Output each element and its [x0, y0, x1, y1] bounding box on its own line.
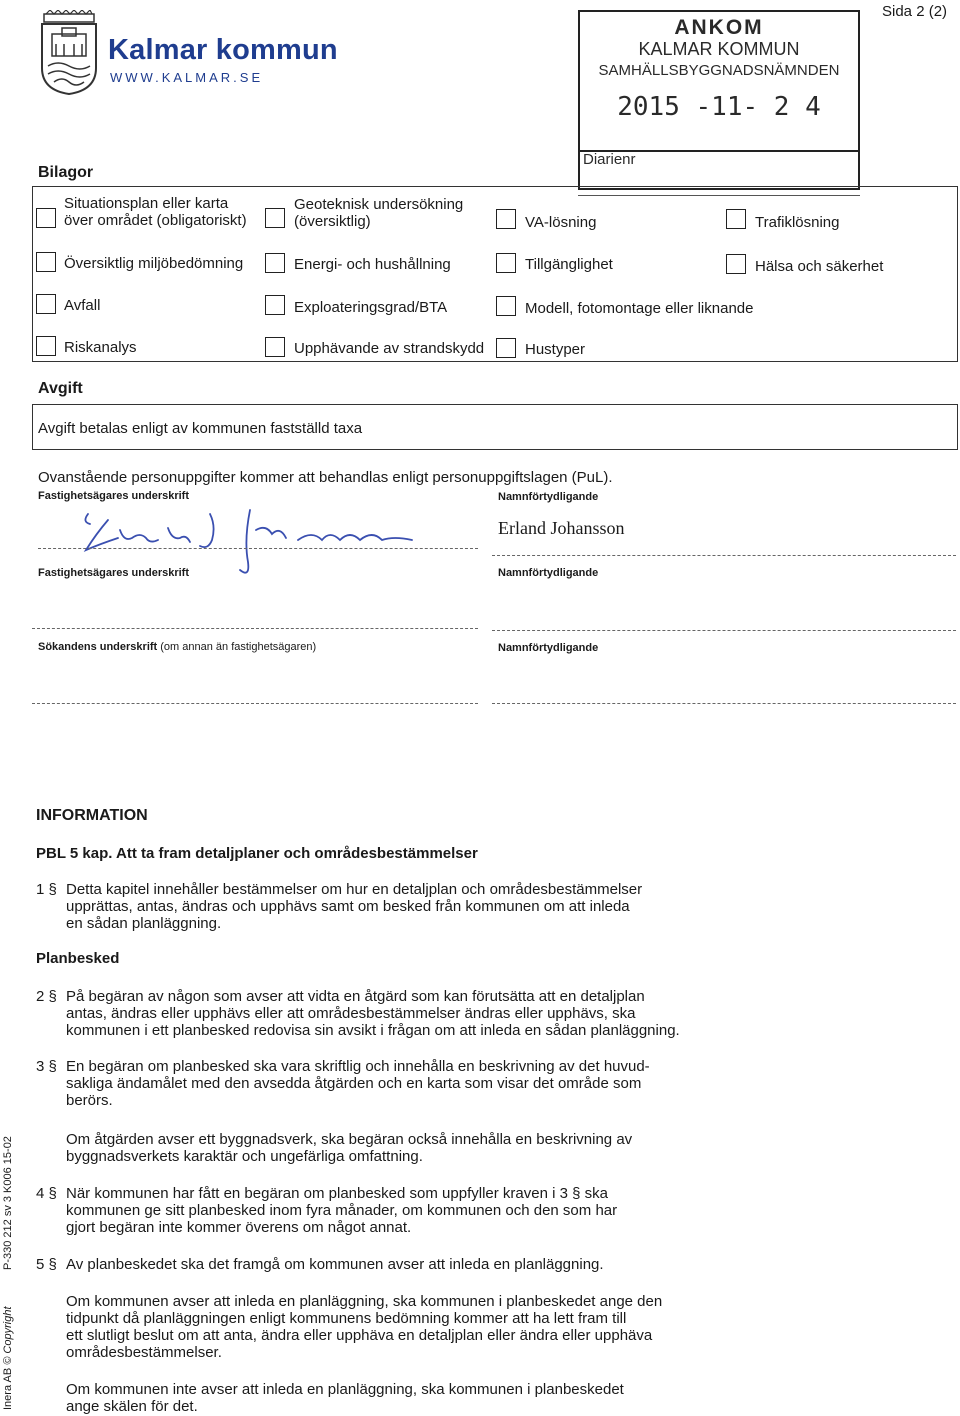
brand-name: Kalmar kommun	[108, 34, 338, 66]
paragraph-line: En begäran om planbesked ska vara skriftlig och innehålla en beskrivning av det huvud-	[66, 1058, 650, 1075]
paragraph-line: byggnadsverkets karaktär och ungefärliga omfattning.	[66, 1148, 423, 1165]
checkbox-energy[interactable]	[265, 253, 285, 273]
applicant-signature-line[interactable]	[32, 703, 478, 704]
fee-text: Avgift betalas enligt av kommunen fastställd taxa	[38, 420, 363, 437]
paragraph-line: Om kommunen inte avser att inleda en planläggning, ska kommunen i planbeskedet	[66, 1381, 624, 1398]
checkbox-risk-analysis[interactable]	[36, 336, 56, 356]
signature-line	[38, 548, 478, 549]
label-house-types: Hustyper	[525, 341, 586, 358]
owner-signature-label-1: Fastighetsägares underskrift	[38, 490, 189, 502]
paragraph-line: sakliga ändamålet med den avsedda åtgärden och en karta som visar det område som	[66, 1075, 642, 1092]
checkbox-shore-protection[interactable]	[265, 337, 285, 357]
name-clarification-label-1: Namnförtydligande	[498, 491, 599, 503]
planbesked-heading: Planbesked	[36, 950, 120, 967]
label-energy: Energi- och hushållning	[294, 256, 451, 273]
owner-signature-line-1	[38, 548, 478, 549]
paragraph-3	[66, 1058, 650, 1109]
label-shore-protection: Upphävande av strandskydd	[294, 340, 485, 357]
paragraph-line: kommunen ge sitt planbesked inom fyra månader, om kommunen och den som har	[66, 1202, 618, 1219]
paragraph-3-number: 3 §	[36, 1058, 57, 1075]
pul-notice: Ovanstående personuppgifter kommer att behandlas enligt personuppgiftslagen (PuL).	[38, 469, 613, 486]
publisher: Inera AB	[2, 1367, 14, 1410]
paragraph-line: När kommunen har fått en begäran om planbesked som uppfyller kraven i 3 § ska	[66, 1185, 608, 1202]
paragraph-line: en sådan planläggning.	[66, 915, 222, 932]
owner-signature-value-1	[88, 512, 95, 513]
label-site-plan: Situationsplan eller karta över området (obligatoriskt)	[64, 195, 247, 229]
name-clarification-label-2: Namnförtydligande	[498, 567, 599, 579]
label-model: Modell, fotomontage eller liknande	[525, 300, 754, 317]
copyright: © Copyright	[2, 1306, 14, 1365]
attachments-title: Bilagor	[38, 164, 94, 181]
label-waste: Avfall	[64, 297, 101, 314]
paragraph-line: Om kommunen avser att inleda en planläggning, ska kommunen i planbeskedet ange den	[66, 1293, 663, 1310]
checkbox-site-plan[interactable]	[36, 208, 56, 228]
paragraph-4-number: 4 §	[36, 1185, 57, 1202]
chapter-heading: PBL 5 kap. Att ta fram detaljplaner och områdesbestämmelser	[36, 845, 478, 862]
owner-signature-label-2: Fastighetsägares underskrift	[38, 567, 189, 579]
applicant-signature-caption	[38, 641, 316, 653]
paragraph-line: gjort begäran inte kommer överens om något annat.	[66, 1219, 412, 1236]
paragraph-5c	[66, 1381, 624, 1415]
stamp-municipality: KALMAR KOMMUN	[638, 39, 800, 59]
paragraph-5b	[66, 1293, 662, 1361]
label-exploitation: Exploateringsgrad/BTA	[294, 299, 448, 316]
checkbox-house-types[interactable]	[496, 338, 516, 358]
name-line-2[interactable]	[492, 630, 956, 631]
checkbox-waste[interactable]	[36, 294, 56, 314]
information-title: INFORMATION	[36, 807, 148, 824]
label-accessibility: Tillgänglighet	[525, 256, 613, 273]
stamp-received: ANKOM	[674, 16, 764, 39]
stamp-date: 2015 -11- 2 4	[617, 92, 821, 122]
paragraph-5	[66, 1256, 604, 1273]
paragraph-line: kommunen i ett planbesked redovisa sin avsikt i frågan om att inleda en sådan planläggning.	[66, 1022, 680, 1039]
paragraph-line: På begäran av någon som avser att vidta en åtgärd som kan förutsätta att en detaljplan	[66, 988, 645, 1005]
name-line-1	[492, 555, 956, 556]
label-risk-analysis: Riskanalys	[64, 339, 137, 356]
label-environmental: Översiktlig miljöbedömning	[64, 255, 244, 272]
paragraph-3b	[66, 1131, 632, 1165]
paragraph-1-number: 1 §	[36, 881, 57, 898]
paragraph-2	[66, 988, 680, 1039]
printed-name-1: Erland Johansson	[498, 518, 625, 538]
label-geotechnical: Geoteknisk undersökning (översiktlig)	[294, 196, 464, 230]
applicant-signature-label: Sökandens underskrift	[38, 641, 158, 653]
label-water-sewage: VA-lösning	[525, 214, 597, 231]
checkbox-exploitation[interactable]	[265, 295, 285, 315]
page-number: Sida 2 (2)	[882, 3, 948, 20]
received-stamp	[578, 10, 860, 190]
checkbox-environmental[interactable]	[36, 252, 56, 272]
checkbox-water-sewage[interactable]	[496, 209, 516, 229]
paragraph-line: berörs.	[66, 1092, 113, 1109]
label-traffic: Trafiklösning	[755, 214, 840, 231]
name-clarification-label-3: Namnförtydligande	[498, 642, 599, 654]
label-health-safety: Hälsa och säkerhet	[755, 258, 884, 275]
paragraph-line: ett slutligt beslut om att anta, ändra eller upphäva en detaljplan eller ändra eller upphäva	[66, 1327, 653, 1344]
form-code: P-330 212 sv 3 K006 15-02	[2, 1136, 14, 1270]
checkbox-traffic[interactable]	[726, 209, 746, 229]
checkbox-health-safety[interactable]	[726, 254, 746, 274]
checkbox-accessibility[interactable]	[496, 253, 516, 273]
brand-url: WWW.KALMAR.SE	[110, 70, 264, 85]
fee-title: Avgift	[38, 380, 83, 397]
paragraph-1	[66, 881, 642, 932]
paragraph-2-number: 2 §	[36, 988, 57, 1005]
paragraph-4	[66, 1185, 617, 1236]
name-line-3[interactable]	[492, 703, 956, 704]
applicant-signature-note: (om annan än fastighetsägaren)	[160, 641, 317, 653]
paragraph-line: områdesbestämmelser.	[66, 1344, 222, 1361]
owner-signature-line-2[interactable]	[32, 628, 478, 629]
paragraph-5-number: 5 §	[36, 1256, 57, 1273]
stamp-board: SAMHÄLLSBYGGNADSNÄMNDEN	[598, 62, 840, 79]
paragraph-line: Av planbeskedet ska det framgå om kommunen avser att inleda en planläggning.	[66, 1256, 604, 1273]
checkbox-geotechnical[interactable]	[265, 208, 285, 228]
paragraph-line: antas, ändras eller upphävs eller att områdesbestämmelser ändras eller upphävs, ska	[66, 1005, 636, 1022]
margin-credit	[2, 1306, 14, 1410]
municipal-crest-logo	[38, 10, 100, 96]
paragraph-line: ange skälen för det.	[66, 1398, 198, 1415]
paragraph-line: tidpunkt då planläggningen enligt kommunens bedömning kommer att ha lett fram till	[66, 1310, 627, 1327]
paragraph-line: Detta kapitel innehåller bestämmelser om hur en detaljplan och områdesbestämmelser	[66, 881, 643, 898]
paragraph-line: upprättas, antas, ändras och upphävs samt om besked från kommunen om att inleda	[66, 898, 630, 915]
paragraph-line: Om åtgärden avser ett byggnadsverk, ska begäran också innehålla en beskrivning av	[66, 1131, 633, 1148]
checkbox-model[interactable]	[496, 296, 516, 316]
stamp-registry-label: Diarienr	[583, 151, 636, 168]
